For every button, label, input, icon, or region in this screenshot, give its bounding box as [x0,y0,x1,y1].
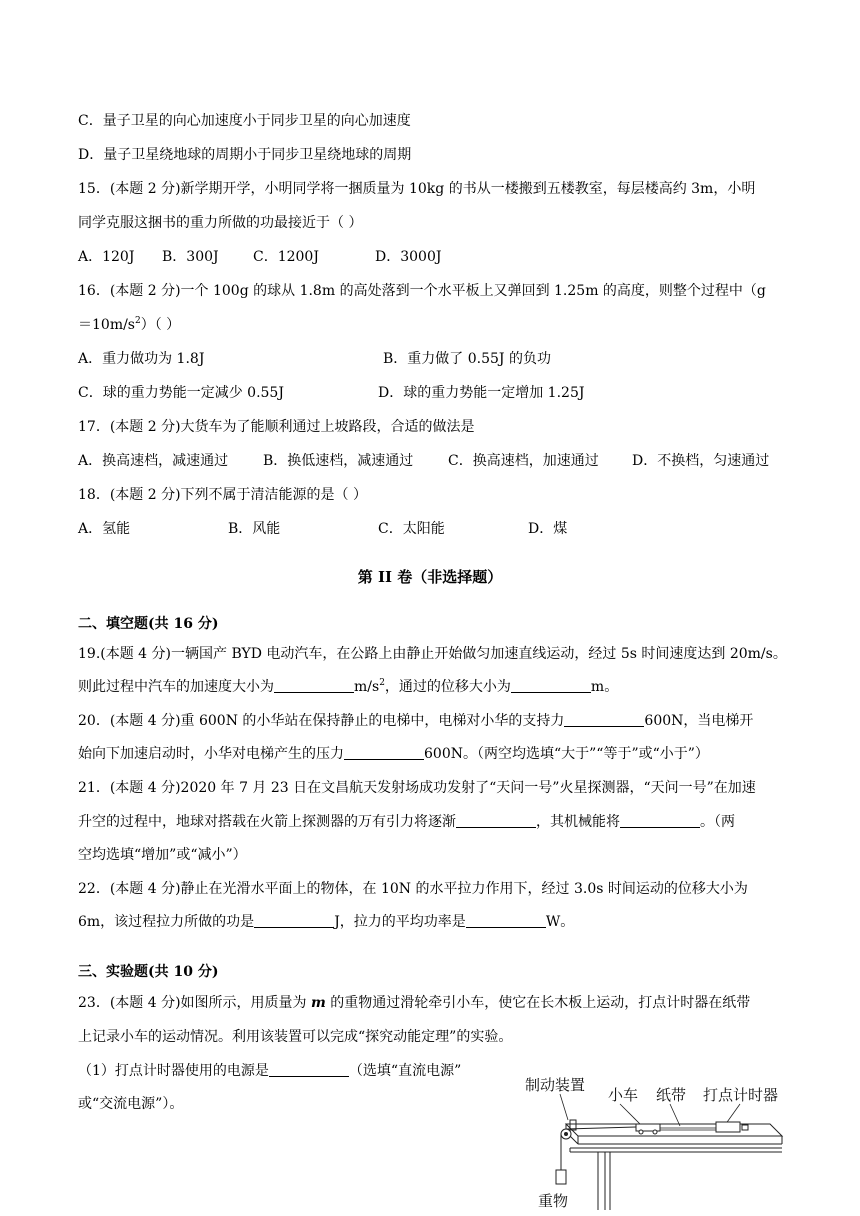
label-timer: 打点计时器 [703,1086,779,1104]
q19-stem-line2: 则此过程中汽车的加速度大小为 $m/s^2$，通过的位移大小为 m。 [78,678,619,695]
q15-option-c: C．1200J [253,249,319,265]
label-brake-device: 制动装置 [525,1076,586,1094]
q17-stem: 17．(本题 2 分)大货车为了能顺利通过上坡路段，合适的做法是 [78,419,475,435]
board-and-table [566,1124,782,1210]
label-cart: 小车 [608,1086,639,1104]
q20-stem-line1: 20．(本题 4 分)重 600N 的小华站在保持静止的电梯中，电梯对小华的支持力 600N，当电梯开 [78,713,754,729]
q18-option-c: C．太阳能 [378,521,445,537]
q23-stem-line1: 23．(本题 4 分)如图所示，用质量为 m 的重物通过滑轮牵引小车，使它在长木板上运动，打点计时器在纸带 [78,995,751,1011]
q18-option-a: A．氢能 [78,521,131,537]
q21-blank-2[interactable] [620,813,700,828]
section3-heading: 三、实验题(共 10 分) [78,964,219,980]
part2-title: 第 II 卷（非选择题） [357,568,503,586]
label-weight: 重物 [538,1192,569,1210]
q15-stem-line2: 同学克服这捆书的重力所做的功最接近于（ ） [78,215,363,231]
section2-heading: 二、填空题(共 16 分) [78,616,219,632]
q18-option-b: B．风能 [228,521,281,537]
q17-option-c: C．换高速档，加速通过 [448,453,599,469]
q17-option-a: A．换高速档，减速通过 [78,453,229,469]
q19-stem-line1: 19.(本题 4 分)一辆国产 BYD 电动汽车，在公路上由静止开始做匀加速直线运动，经过 5s 时间速度达到 20m/s。 [78,646,787,662]
q22-blank-1[interactable] [254,913,334,928]
q15-option-a: A．120J [78,249,135,265]
q18-stem: 18．(本题 2 分)下列不属于清洁能源的是（ ） [78,487,367,503]
q18-option-d: D．煤 [528,521,568,537]
q19-blank-2[interactable] [511,678,591,693]
q21-blank-1[interactable] [456,813,536,828]
experiment-apparatus-figure [520,1070,790,1210]
cart-icon [636,1124,660,1134]
q14-option-d: D．量子卫星绕地球的周期小于同步卫星绕地球的周期 [78,147,412,163]
q17-option-d: D．不换档，匀速通过 [632,453,770,469]
q23-sub1-line2: 或“交流电源”）。 [78,1096,184,1112]
q22-stem-line2: 6m，该过程拉力所做的功是 J，拉力的平均功率是 W。 [78,914,575,930]
q14-option-c: C．量子卫星的向心加速度小于同步卫星的向心加速度 [78,113,411,129]
q21-stem-line2: 升空的过程中，地球对搭载在火箭上探测器的万有引力将逐渐 ，其机械能将 。（两 [78,814,735,830]
q16-option-d: D．球的重力势能一定增加 1.25J [378,385,585,401]
q19-blank-1[interactable] [274,678,354,693]
q16-option-c: C．球的重力势能一定减少 0.55J [78,385,284,401]
q16-stem-line1: 16．(本题 2 分)一个 100g 的球从 1.8m 的高处落到一个水平板上又弹回到 1.25m 的高度，则整个过程中（g [78,283,766,299]
q23-blank-1[interactable] [269,1062,349,1077]
q17-option-b: B．换低速档，减速通过 [263,453,414,469]
q20-blank-2[interactable] [344,745,424,760]
q16-option-a: A．重力做功为 1.8J [78,351,205,367]
q22-blank-2[interactable] [466,913,546,928]
q23-sub1-line1: （1）打点计时器使用的电源是 （选填“直流电源” [78,1063,462,1079]
q22-stem-line1: 22．(本题 4 分)静止在光滑水平面上的物体，在 10N 的水平拉力作用下，经过 3.0s 时间运动的位移大小为 [78,881,748,897]
pulley-icon [561,1129,571,1139]
q20-stem-line2: 始向下加速启动时，小华对电梯产生的压力 600N。（两空均选填“大于”“等于”或“小于”） [78,746,709,762]
q16-option-b: B．重力做了 0.55J 的负功 [383,351,551,367]
q21-stem-line3: 空均选填“增加”或“减小”） [78,847,247,863]
q20-blank-1[interactable] [564,712,644,727]
q15-option-d: D．3000J [375,249,442,265]
q15-stem-line1: 15．(本题 2 分)新学期开学，小明同学将一捆质量为 10kg 的书从一楼搬到五楼教室，每层楼高约 3m，小明 [78,181,756,197]
q16-stem-line2: $=10m/s^2$）（ ） [78,316,181,333]
label-paper-tape: 纸带 [656,1086,687,1104]
paper-tape [660,1128,720,1130]
q23-stem-line2: 上记录小车的运动情况。利用该装置可以完成“探究动能定理”的实验。 [78,1029,513,1045]
q21-stem-line1: 21．(本题 4 分)2020 年 7 月 23 日在文昌航天发射场成功发射了“天问一号”火星探测器，“天问一号”在加速 [78,780,756,796]
q15-option-b: B．300J [162,249,219,265]
